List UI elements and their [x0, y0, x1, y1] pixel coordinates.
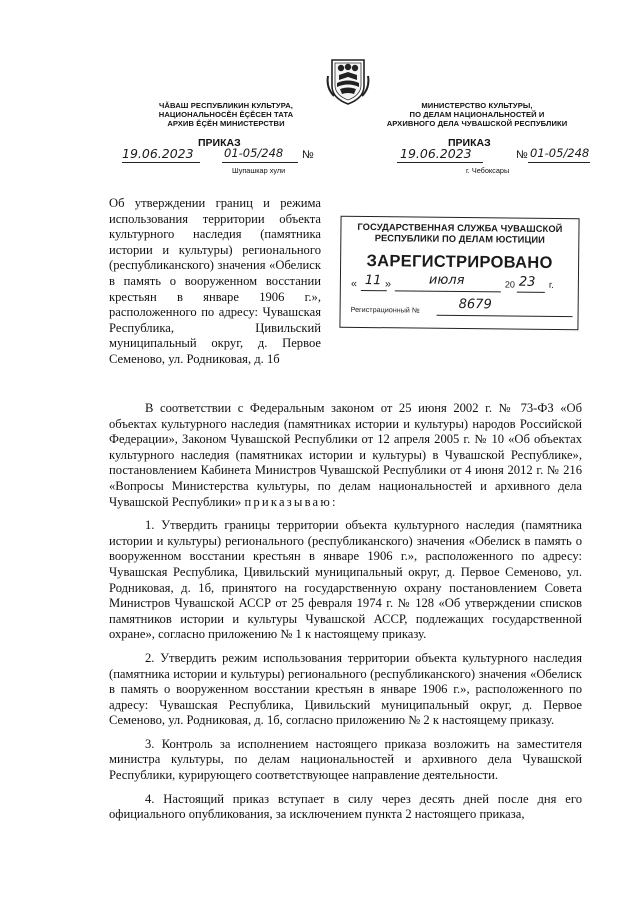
- left-date-handwritten: 19.06.2023: [122, 146, 194, 161]
- header-right-org: [386, 101, 568, 128]
- document-body: [109, 401, 582, 831]
- stamp-registration: [350, 296, 576, 316]
- stamp-reg-label: Регистрационный №: [350, 304, 420, 315]
- chuvash-emblem-icon: [326, 56, 370, 106]
- stamp-year-prefix: 20: [504, 279, 515, 290]
- stamp-line-2: РЕСПУБЛИКИ ПО ДЕЛАМ ЮСТИЦИИ: [374, 233, 546, 245]
- stamp-month: июля: [428, 272, 465, 289]
- paragraph-4: 4. Настоящий приказ вступает в силу через десять дней после дня его официального опубликования, за исключением пункта 2 настоящего приказа,: [109, 791, 582, 822]
- stamp-close-quote: »: [384, 278, 392, 291]
- header-right-line: ПО ДЕЛАМ НАЦИОНАЛЬНОСТЕЙ И: [409, 110, 545, 119]
- intro-colon: :: [331, 494, 336, 509]
- header-right-line: АРХИВНОГО ДЕЛА ЧУВАШСКОЙ РЕСПУБЛИКИ: [386, 119, 568, 128]
- header-left-line: ЧĂВАШ РЕСПУБЛИКИН КУЛЬТУРА,: [158, 101, 294, 110]
- right-number-sign: №: [516, 149, 528, 161]
- stamp-date: [350, 272, 571, 291]
- stamp-registered: ЗАРЕГИСТРИРОВАНО: [366, 252, 553, 272]
- right-place: г. Чебоксары: [466, 166, 510, 175]
- left-number-underline: [222, 162, 298, 163]
- right-number-handwritten: 01-05/248: [530, 146, 590, 160]
- doc-type-left: ПРИКАЗ: [198, 137, 241, 149]
- intro-text: В соответствии с Федеральным законом от 25 июня 2002 г. № 73-ФЗ «Об объектах культурного наследия (памятниках истории и культуры) народов Российской Федерации», Законом Чувашской Республики от 12 апреля 2005 г. № 10 «Об объектах культурного наследия (памятниках истории и культуры) в Чувашской Республике», постановлением Кабинета Министров Чувашской Республики от 4 июня 2012 г. № 216 «Вопросы Министерства культуры, по делам национальностей и архивного дела Чувашской Республики»: [109, 401, 582, 509]
- document-title: Об утверждении границ и режима использования территории объекта культурного наследия (памятника истории и культуры) регионального (республиканского) значения «Обелиск в память о вооруженном восстании крестьян в январе 1906 г.», расположенного по адресу: Чувашская Республика, Цивильский муниципальный округ, д. Первое Семеново, ул. Родниковая, д. 1б: [109, 196, 321, 366]
- intro-order-word: приказываю: [244, 494, 332, 509]
- intro-paragraph: [109, 401, 582, 510]
- paragraph-1: 1. Утвердить границы территории объекта культурного наследия (памятника истории и культуры) регионального (республиканского) значения «Обелиск в память о вооруженном восстании крестьян в январе 1906 г.», расположенного по адресу: Чувашская Республика, Цивильский муниципальный округ, д. Первое Семеново, ул. Родниковая, д. 1б, принятого на государственную охрану постановлением Совета Министров Чувашской АССР от 25 февраля 1974 г. № 128 «Об утверждении списков памятников истории и культуры Чувашской АССР, подлежащих государственной охране», согласно приложению № 1 к настоящему приказу.: [109, 518, 582, 642]
- stamp-reg-number: 8679: [458, 296, 492, 313]
- doc-type-right: ПРИКАЗ: [448, 137, 491, 149]
- stamp-year-unit: г.: [548, 279, 554, 291]
- stamp-year-underline: [517, 292, 545, 293]
- right-date-handwritten: 19.06.2023: [400, 146, 472, 161]
- stamp-line-1: ГОСУДАРСТВЕННАЯ СЛУЖБА ЧУВАШСКОЙ: [357, 221, 563, 235]
- stamp-day-underline: [361, 290, 387, 291]
- stamp-year-suffix: 23: [518, 274, 536, 290]
- left-date-underline: [122, 162, 200, 163]
- left-place: Шупашкар хули: [232, 166, 286, 175]
- paragraph-3: 3. Контроль за исполнением настоящего приказа возложить на заместителя министра культуры, по делам национальностей и архивного дела Чувашской Республики, курирующего соответствующее направление деятельности.: [109, 736, 582, 783]
- left-number-handwritten: 01-05/248: [224, 146, 284, 160]
- right-number-underline: [528, 162, 590, 163]
- header-left-line: НАЦИОНАЛЬНОСĔН ĔÇĔСЕН ТАТА: [158, 110, 294, 119]
- stamp-month-underline: [395, 290, 501, 292]
- left-number-sign: №: [302, 149, 314, 161]
- stamp-day: 11: [364, 273, 382, 289]
- stamp-reg-underline: [437, 315, 573, 317]
- right-date-underline: [397, 162, 483, 163]
- header-left-line: АРХИВ ĔÇĔН МИНИСТЕРСТВИ: [167, 119, 285, 128]
- stamp-open-quote: «: [350, 277, 358, 290]
- header-right-line: МИНИСТЕРСТВО КУЛЬТУРЫ,: [421, 101, 533, 110]
- paragraph-2: 2. Утвердить режим использования территории объекта культурного наследия (памятника истории и культуры) регионального (республиканского) значения «Обелиск в память о вооруженном восстании крестьян в январе 1906 г.», расположенного по адресу: Чувашская Республика, Цивильский муниципальный округ, д. Первое Семеново, ул. Родниковая, д. 1б, согласно приложению № 2 к настоящему приказу.: [109, 650, 582, 728]
- registration-stamp: [339, 216, 579, 330]
- header-left-org: [140, 101, 312, 128]
